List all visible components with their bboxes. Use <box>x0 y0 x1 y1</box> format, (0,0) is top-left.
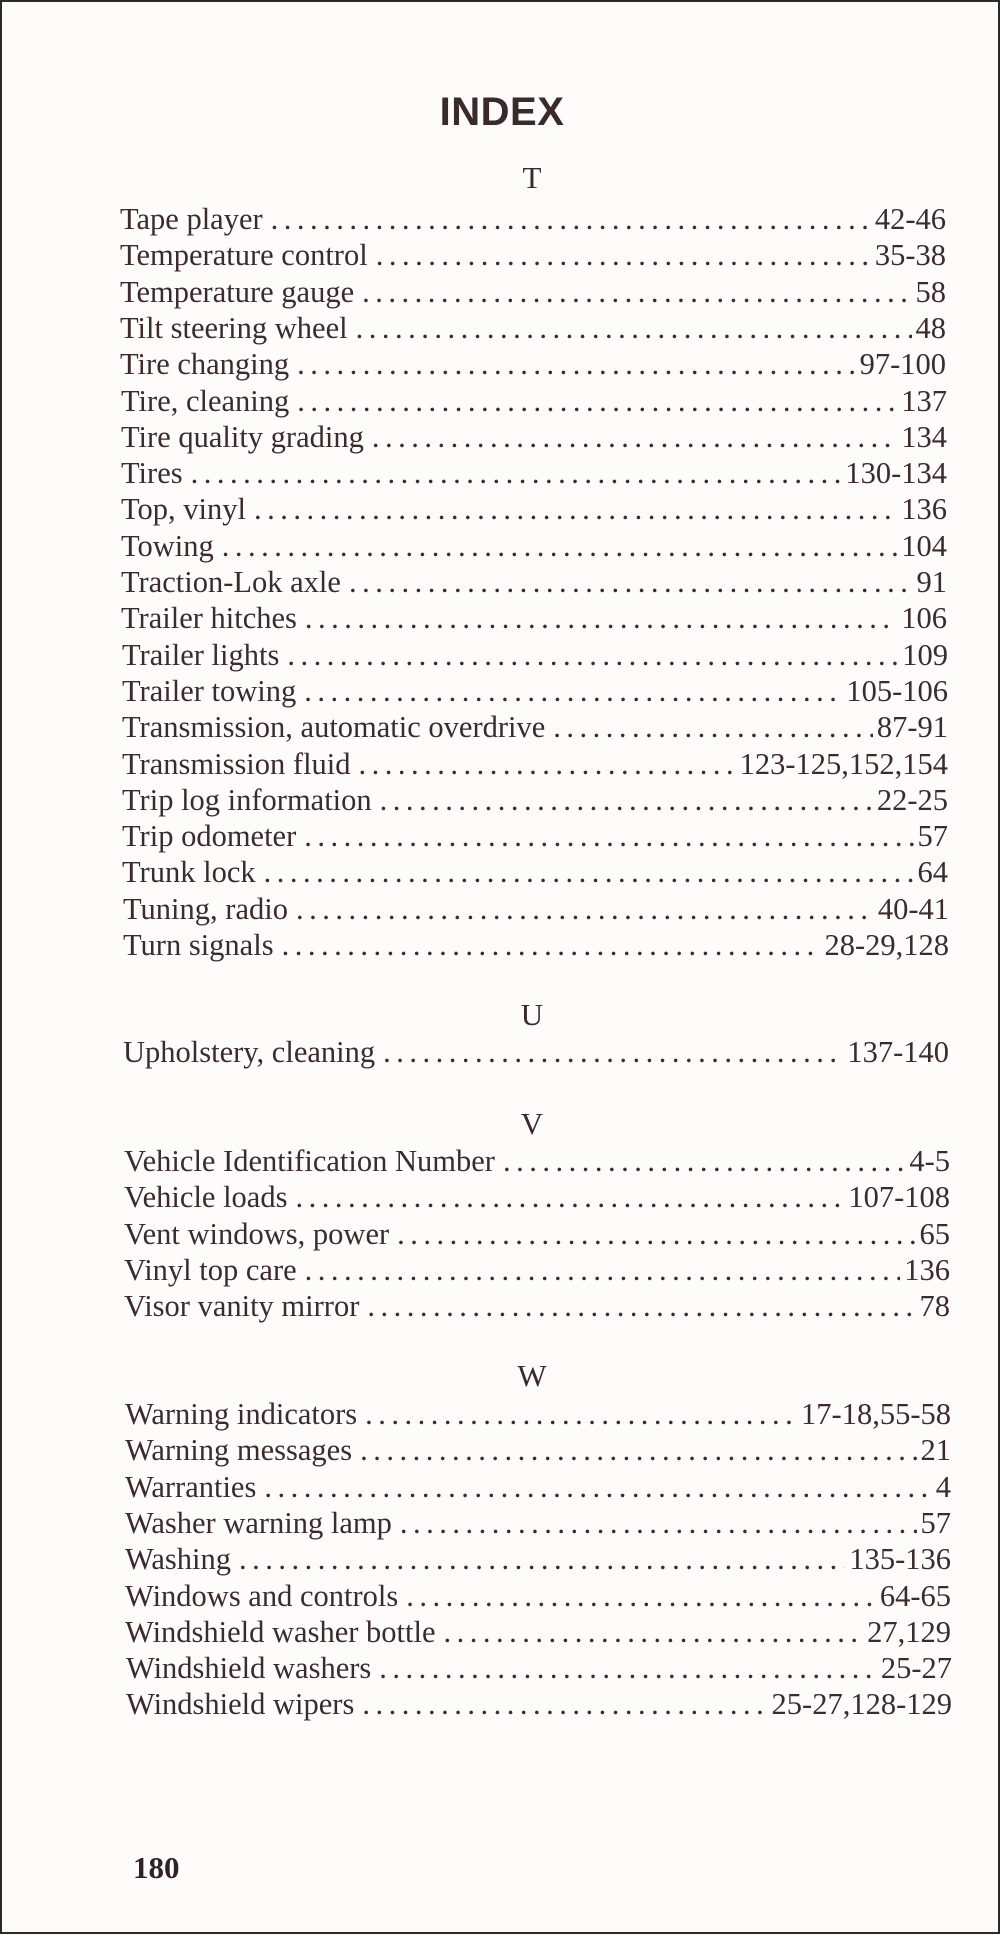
entry-term: Trailer lights <box>122 637 280 672</box>
entry-term: Warning indicators <box>125 1397 358 1431</box>
dot-leader <box>297 384 897 419</box>
section-letter-t: T <box>522 160 542 195</box>
dot-leader <box>254 492 897 527</box>
dot-leader <box>296 892 874 927</box>
index-entry <box>121 456 947 492</box>
entry-term: Traction-Lok axle <box>121 565 341 599</box>
index-entry <box>122 638 948 674</box>
dot-leader <box>362 1687 767 1722</box>
entry-term: Warning messages <box>125 1433 353 1468</box>
entry-term: Washer warning lamp <box>125 1505 392 1540</box>
entry-term: Tire changing <box>120 347 290 382</box>
entry-pages: 4 <box>935 1469 951 1504</box>
section-letter-v: V <box>520 1106 544 1141</box>
entry-term: Windshield washers <box>126 1651 372 1686</box>
dot-leader <box>503 1144 905 1179</box>
entry-pages: 4-5 <box>909 1144 950 1178</box>
entry-term: Windshield wipers <box>126 1687 355 1722</box>
index-entry <box>125 1579 951 1615</box>
entry-term: Windows and controls <box>125 1578 399 1613</box>
dot-leader <box>271 202 871 237</box>
dot-leader <box>400 1506 917 1541</box>
entry-pages: 105-106 <box>846 673 948 708</box>
entry-pages: 64-65 <box>879 1578 951 1613</box>
index-entry <box>122 855 948 891</box>
dot-leader <box>282 928 821 963</box>
index-entries <box>2 2 1000 1936</box>
index-entry <box>122 747 948 783</box>
entry-pages: 25-27,128-129 <box>771 1687 952 1722</box>
dot-leader <box>383 1035 843 1070</box>
entry-term: Vinyl top care <box>124 1252 297 1287</box>
entry-pages: 134 <box>901 419 947 454</box>
index-entry <box>120 311 946 347</box>
dot-leader <box>553 710 873 745</box>
index-entry <box>125 1615 951 1651</box>
entry-term: Warranties <box>125 1469 257 1504</box>
entry-pages: 137 <box>901 383 947 418</box>
entry-term: Visor vanity mirror <box>124 1289 360 1324</box>
entry-term: Trip log information <box>122 782 372 817</box>
index-entry <box>121 420 947 456</box>
entry-pages: 42-46 <box>874 202 946 236</box>
index-entry <box>120 238 946 274</box>
entry-pages: 78 <box>919 1289 950 1324</box>
index-entry <box>121 529 947 565</box>
index-entry <box>120 347 946 383</box>
entry-term: Top, vinyl <box>121 492 246 527</box>
dot-leader <box>380 783 873 818</box>
entry-term: Transmission, automatic overdrive <box>122 710 546 745</box>
entry-pages: 109 <box>902 637 948 672</box>
entry-pages: 136 <box>904 1252 950 1287</box>
entry-pages: 57 <box>917 819 948 854</box>
entry-term: Temperature control <box>120 238 368 273</box>
dot-leader <box>191 456 842 491</box>
index-entry <box>125 1397 951 1433</box>
dot-leader <box>359 747 736 782</box>
entry-pages: 25-27 <box>880 1651 952 1686</box>
index-entry <box>122 674 948 710</box>
entry-term: Upholstery, cleaning <box>123 1035 376 1069</box>
index-entry <box>121 492 947 528</box>
dot-leader <box>379 1651 877 1686</box>
section-letter-w: W <box>517 1358 547 1393</box>
index-entry <box>122 783 948 819</box>
entry-pages: 40-41 <box>877 891 949 926</box>
entry-term: Tape player <box>120 202 263 236</box>
dot-leader <box>222 529 897 564</box>
entry-pages: 130-134 <box>845 456 947 491</box>
entry-pages: 65 <box>919 1216 950 1251</box>
entry-term: Transmission fluid <box>122 746 351 781</box>
index-entry <box>124 1144 950 1180</box>
dot-leader <box>264 1470 931 1505</box>
page-number: 180 <box>133 1850 180 1885</box>
index-entry <box>121 601 947 637</box>
dot-leader <box>356 311 912 346</box>
dot-leader <box>305 601 897 636</box>
entry-pages: 104 <box>901 528 947 563</box>
entry-term: Trailer towing <box>122 673 297 708</box>
entry-pages: 58 <box>915 274 946 309</box>
index-entry <box>123 1035 949 1071</box>
dot-leader <box>304 819 913 854</box>
entry-term: Vehicle loads <box>124 1180 288 1215</box>
entry-pages: 106 <box>901 601 947 636</box>
entry-term: Trailer hitches <box>121 601 297 636</box>
page-title: INDEX <box>439 90 565 134</box>
entry-term: Windshield washer bottle <box>125 1614 436 1649</box>
dot-leader <box>443 1615 863 1650</box>
dot-leader <box>367 1289 915 1324</box>
entry-pages: 17-18,55-58 <box>801 1397 951 1431</box>
entry-term: Tire, cleaning <box>121 383 290 418</box>
index-entry <box>122 819 948 855</box>
index-entry <box>123 892 949 928</box>
entry-pages: 97-100 <box>859 347 946 382</box>
index-entry <box>123 928 949 964</box>
index-entry <box>120 275 946 311</box>
dot-leader <box>365 1397 797 1432</box>
entry-term: Washing <box>125 1542 231 1577</box>
entry-pages: 123-125,152,154 <box>739 746 948 781</box>
index-entry <box>120 202 946 238</box>
entry-pages: 87-91 <box>876 710 948 745</box>
entry-term: Trunk lock <box>122 855 256 890</box>
dot-leader <box>297 347 855 382</box>
entry-pages: 48 <box>915 310 946 345</box>
entry-pages: 57 <box>920 1505 951 1540</box>
entry-pages: 107-108 <box>848 1180 950 1215</box>
dot-leader <box>376 238 871 273</box>
index-entry <box>125 1506 951 1542</box>
index-entry <box>126 1687 952 1723</box>
entry-term: Towing <box>121 528 214 563</box>
dot-leader <box>372 420 897 455</box>
index-entry <box>122 710 948 746</box>
dot-leader <box>349 565 913 600</box>
dot-leader <box>264 855 914 890</box>
index-entry <box>121 384 947 420</box>
dot-leader <box>239 1542 845 1577</box>
dot-leader <box>305 1253 901 1288</box>
index-entry <box>124 1217 950 1253</box>
entry-term: Turn signals <box>123 928 274 962</box>
entry-pages: 21 <box>920 1433 951 1468</box>
entry-pages: 137-140 <box>847 1035 949 1069</box>
dot-leader <box>397 1217 915 1252</box>
index-entry <box>125 1433 951 1469</box>
dot-leader <box>406 1579 876 1614</box>
dot-leader <box>287 638 898 673</box>
entry-pages: 27,129 <box>867 1614 951 1649</box>
entry-term: Vehicle Identification Number <box>124 1144 495 1178</box>
index-entry <box>121 565 947 601</box>
index-entry <box>125 1470 951 1506</box>
index-entry <box>126 1651 952 1687</box>
index-entry <box>124 1180 950 1216</box>
entry-term: Tilt steering wheel <box>120 310 348 345</box>
entry-pages: 22-25 <box>876 782 948 817</box>
dot-leader <box>304 674 842 709</box>
index-entry <box>124 1253 950 1289</box>
entry-pages: 64 <box>917 855 948 890</box>
section-letter-u: U <box>520 997 544 1032</box>
entry-pages: 91 <box>916 565 947 599</box>
entry-term: Tire quality grading <box>121 419 364 454</box>
entry-term: Vent windows, power <box>124 1216 390 1251</box>
entry-term: Trip odometer <box>122 819 297 854</box>
entry-pages: 35-38 <box>874 238 946 273</box>
index-entry <box>125 1542 951 1578</box>
entry-pages: 135-136 <box>849 1542 951 1577</box>
dot-leader <box>295 1180 844 1215</box>
dot-leader <box>360 1433 916 1468</box>
entry-pages: 136 <box>901 492 947 527</box>
entry-term: Tuning, radio <box>123 891 288 926</box>
index-entry <box>124 1289 950 1325</box>
entry-term: Temperature gauge <box>120 274 355 309</box>
dot-leader <box>362 275 911 310</box>
entry-pages: 28-29,128 <box>824 928 949 962</box>
entry-term: Tires <box>121 456 183 491</box>
